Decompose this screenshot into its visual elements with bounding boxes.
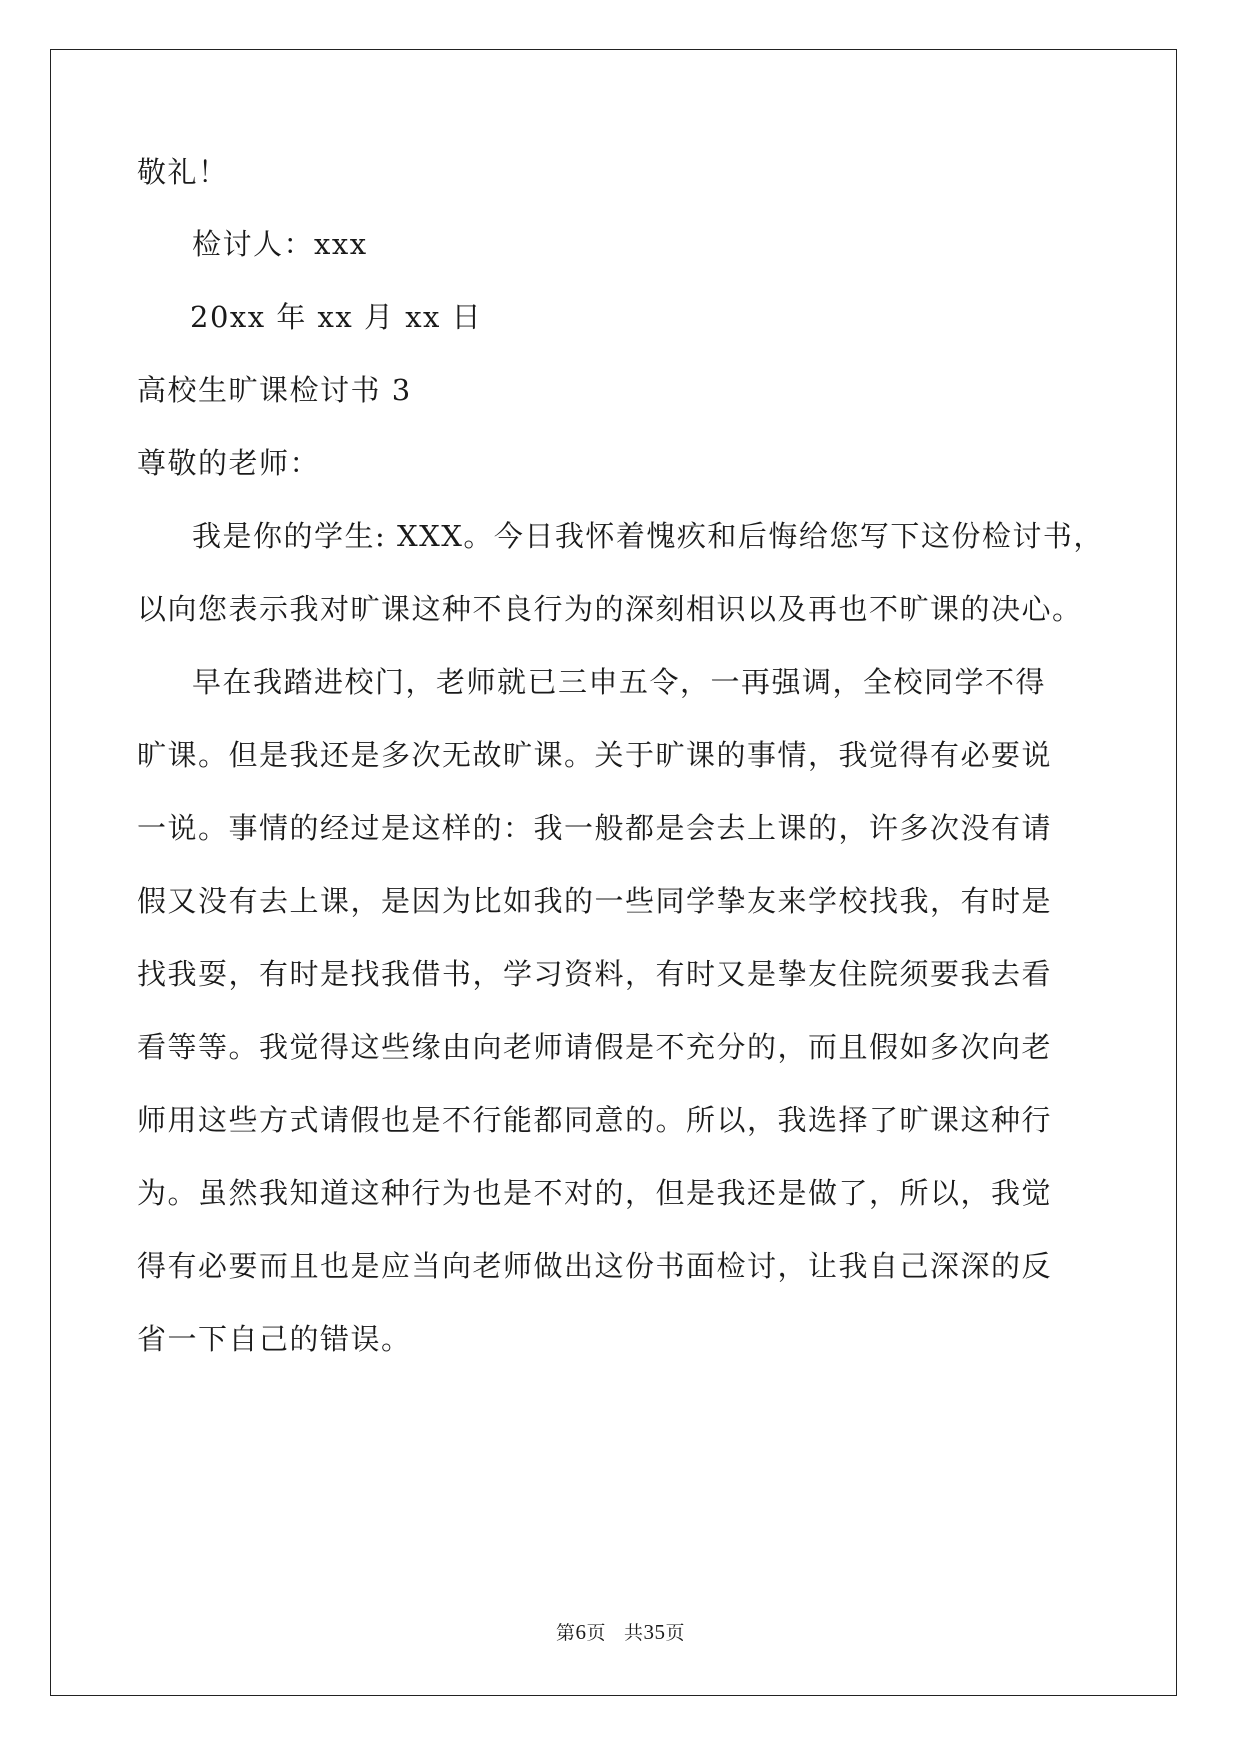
paragraph2-line: 一说。事情的经过是这样的：我一般都是会去上课的，许多次没有请 [137,811,1053,845]
page-footer [0,1620,1241,1645]
page-suffix: 页 [586,1622,606,1644]
total-suffix: 页 [665,1622,686,1644]
paragraph2-line: 看等等。我觉得这些缘由向老师请假是不充分的，而且假如多次向老 [137,1030,1053,1064]
signature-text: 检讨人：xxx [192,227,368,261]
closing-text: 敬礼！ [137,155,229,189]
paragraph2-line: 旷课。但是我还是多次无故旷课。关于旷课的事情，我觉得有必要说 [137,738,1053,772]
paragraph2-line: 师用这些方式请假也是不行能都同意的。所以，我选择了旷课这种行 [137,1103,1053,1137]
paragraph2-line: 假又没有去上课，是因为比如我的一些同学挚友来学校找我，有时是 [137,884,1053,918]
total-pages: 35 [643,1620,666,1644]
page-prefix: 第 [555,1622,576,1644]
section-title: 高校生旷课检讨书 3 [137,373,412,407]
page-number: 6 [575,1620,587,1644]
paragraph2-line: 找我耍，有时是找我借书，学习资料，有时又是挚友住院须要我去看 [137,957,1053,991]
paragraph2-line: 早在我踏进校门，老师就已三申五令，一再强调，全校同学不得 [192,665,1047,699]
paragraph1-line: 以向您表示我对旷课这种不良行为的深刻相识以及再也不旷课的决心。 [137,592,1083,626]
date-text: 20xx 年 xx 月 xx 日 [190,300,483,334]
paragraph1-line: 我是你的学生: XXX。今日我怀着愧疚和后悔给您写下这份检讨书， [192,519,1104,553]
paragraph2-line: 得有必要而且也是应当向老师做出这份书面检讨，让我自己深深的反 [137,1249,1053,1283]
total-prefix: 共 [624,1622,644,1644]
salutation-text: 尊敬的老师： [137,446,321,480]
paragraph2-line: 为。虽然我知道这种行为也是不对的，但是我还是做了，所以，我觉 [137,1176,1053,1210]
paragraph2-line: 省一下自己的错误。 [137,1322,412,1356]
